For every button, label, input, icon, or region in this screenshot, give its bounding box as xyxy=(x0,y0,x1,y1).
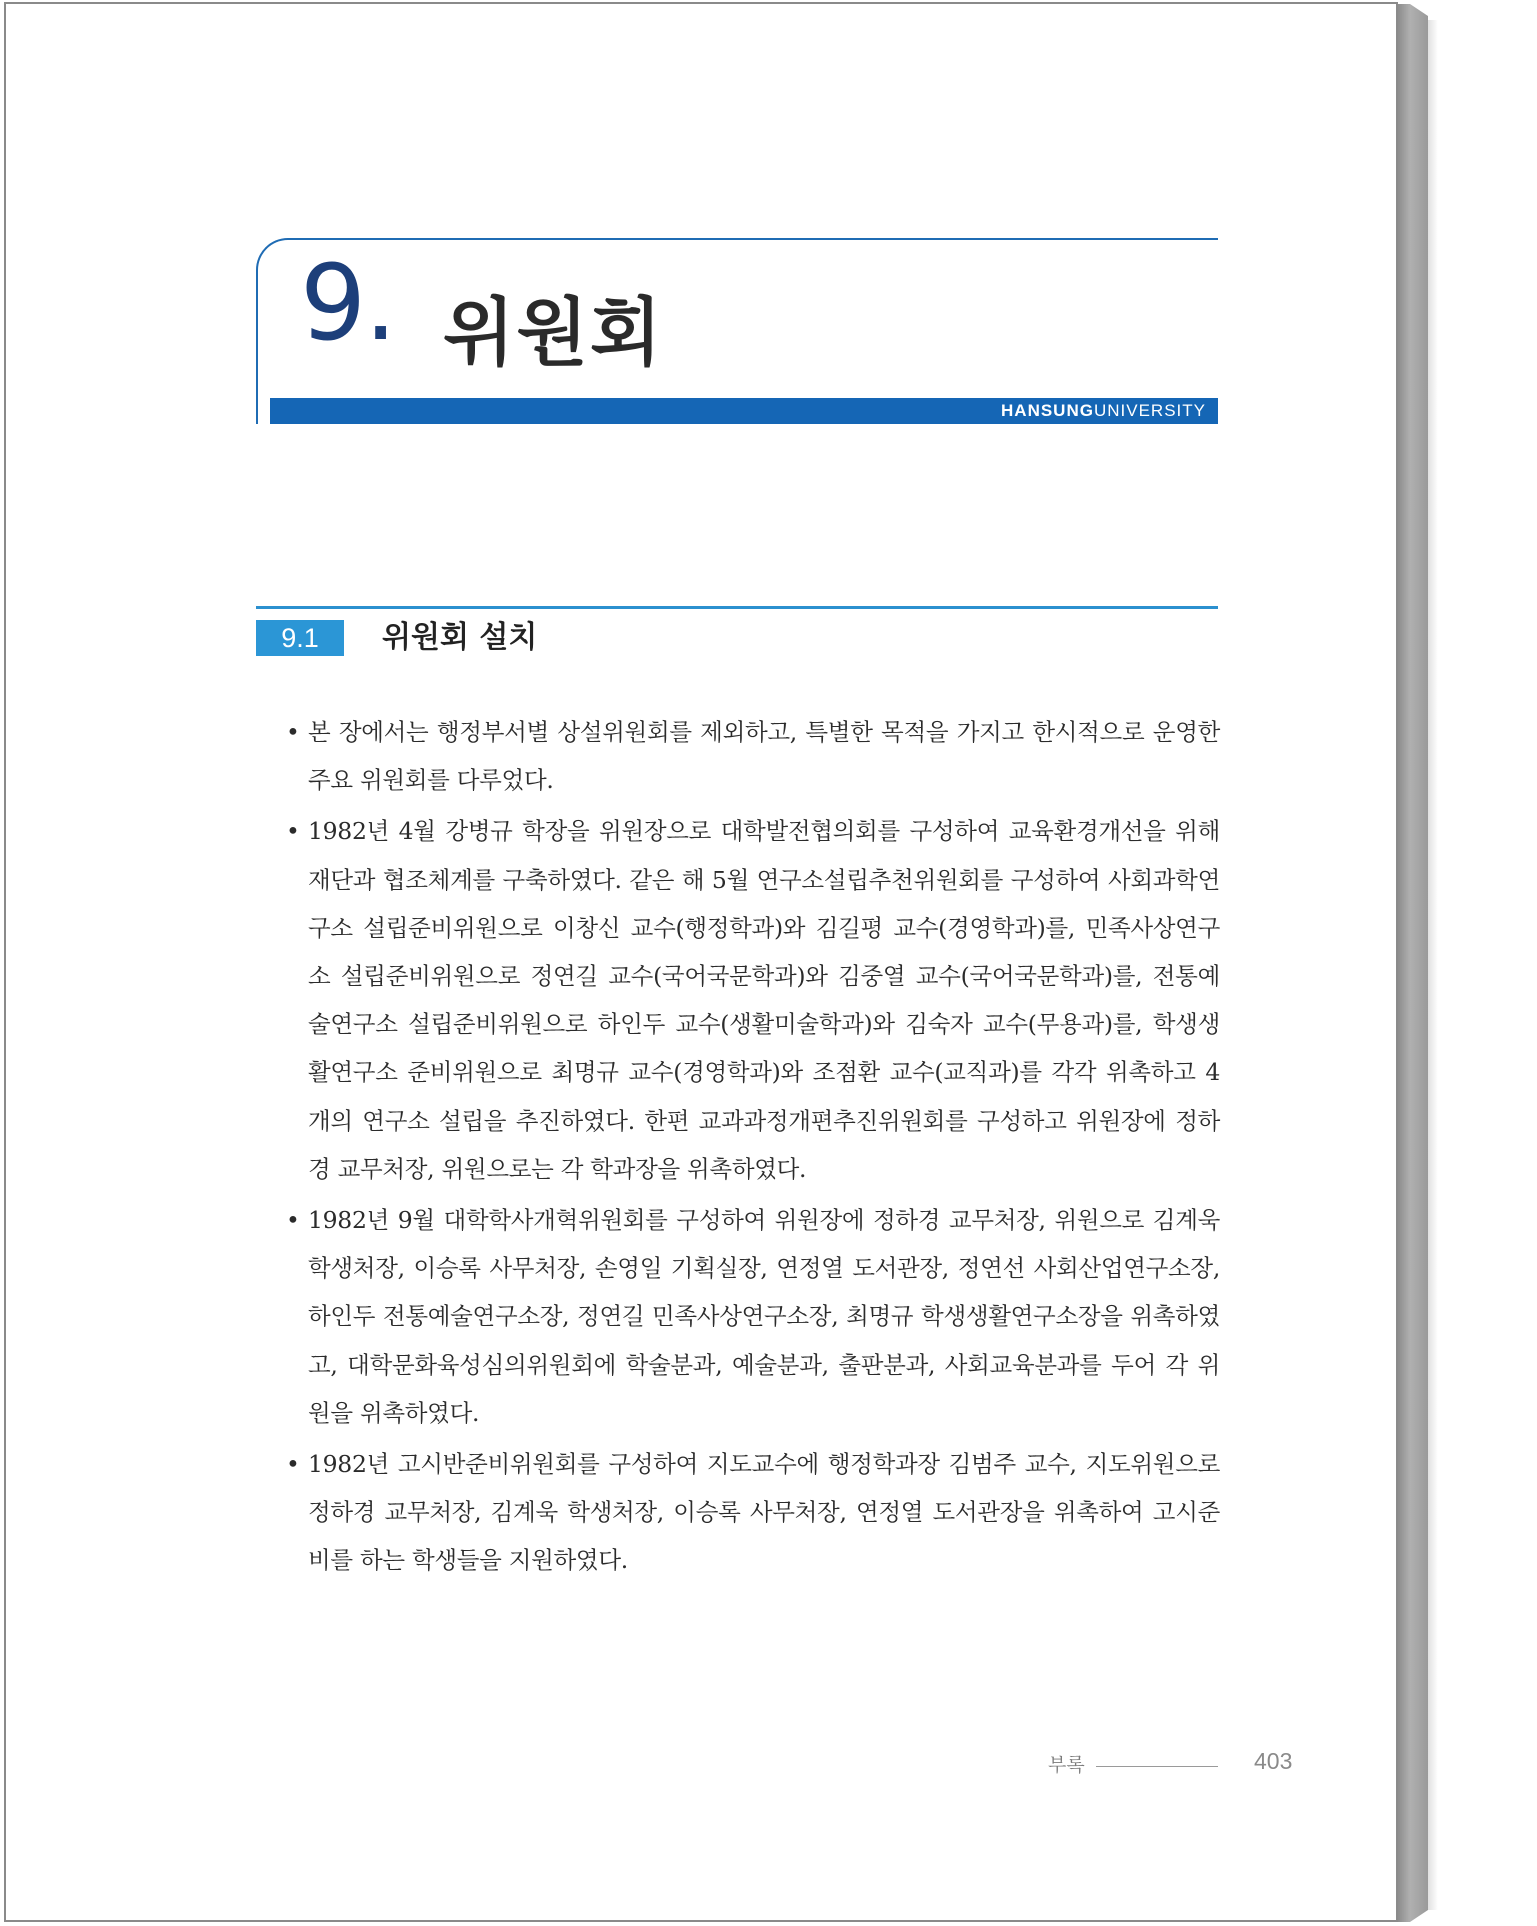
university-brand xyxy=(1001,401,1206,421)
section-divider xyxy=(256,606,1218,609)
bullet-marker: • xyxy=(286,718,300,746)
bullet-text: 본 장에서는 행정부서별 상설위원회를 제외하고, 특별한 목적을 가지고 한시적으로 운영한 주요 위원회를 다루었다. xyxy=(308,718,1220,795)
bullet-marker: • xyxy=(286,1450,300,1479)
brand-light-text: UNIVERSITY xyxy=(1093,401,1206,420)
page-edge xyxy=(1398,4,1428,1922)
footer-rule xyxy=(1096,1766,1218,1767)
footer-section-label: 부록 xyxy=(1048,1754,1085,1776)
bullet-text: 1982년 4월 강병규 학장을 위원장으로 대학발전협의회를 구성하여 교육환경개선을 위해 재단과 협조체계를 구축하였다. 같은 해 5월 연구소설립추천위원회를 구성하여 사회과학연구소 설립준비위원으로 이창신 교수(행정학과)와 김길평 교수(경영학과)를, 민족사상연구소 설립준비위원으로 정연길 교수(국어국문학과)와 김중열 교수(국어국문학과)를, 전통예술연구소 설립준비위원으로 하인두 교수(생활미술학과)와 김숙자 교수(무용과)를, 학생생활연구소 준비위원으로 최명규 교수(경영학과)와 조점환 교수(교직과)를 각각 위촉하고 4개의 연구소 설립을 추진하였다. 한편 교과과정개편추진위원회를 구성하고 위원장에 정하경 교무처장, 위원으로는 각 학과장을 위촉하였다. xyxy=(308,817,1220,1183)
chapter-header-frame xyxy=(256,238,1218,424)
bullet-item xyxy=(286,708,1220,804)
bullet-item xyxy=(286,1196,1220,1437)
section-number-badge: 9.1 xyxy=(256,620,344,656)
section-title: 위원회 설치 xyxy=(382,620,538,655)
bullet-text: 1982년 고시반준비위원회를 구성하여 지도교수에 행정학과장 김범주 교수, 지도위원으로 정하경 교무처장, 김계욱 학생처장, 이승록 사무처장, 연정열 도서관장을 위촉하여 고시준비를 하는 학생들을 지원하였다. xyxy=(308,1450,1221,1575)
page-edge-shadow xyxy=(1428,20,1438,1910)
bullet-item xyxy=(286,807,1220,1193)
chapter-title: 위원회 xyxy=(443,290,664,376)
bullet-marker: • xyxy=(286,817,300,846)
brand-bold-text: HANSUNG xyxy=(1001,401,1094,420)
bullet-marker: • xyxy=(286,1206,300,1235)
chapter-number: 9. xyxy=(300,242,396,364)
page-number: 403 xyxy=(1254,1748,1293,1774)
bullet-item xyxy=(286,1440,1220,1585)
bullet-text: 1982년 9월 대학학사개혁위원회를 구성하여 위원장에 정하경 교무처장, 위원으로 김계욱 학생처장, 이승록 사무처장, 손영일 기획실장, 연정열 도서관장, 정연선 사회산업연구소장, 하인두 전통예술연구소장, 정연길 민족사상연구소장, 최명규 학생생활연구소장을 위촉하였고, 대학문화육성심의위원회에 학술분과, 예술분과, 출판분과, 사회교육분과를 두어 각 위원을 위촉하였다. xyxy=(308,1206,1220,1427)
chapter-bar xyxy=(270,398,1218,424)
body-text xyxy=(286,708,1220,1588)
